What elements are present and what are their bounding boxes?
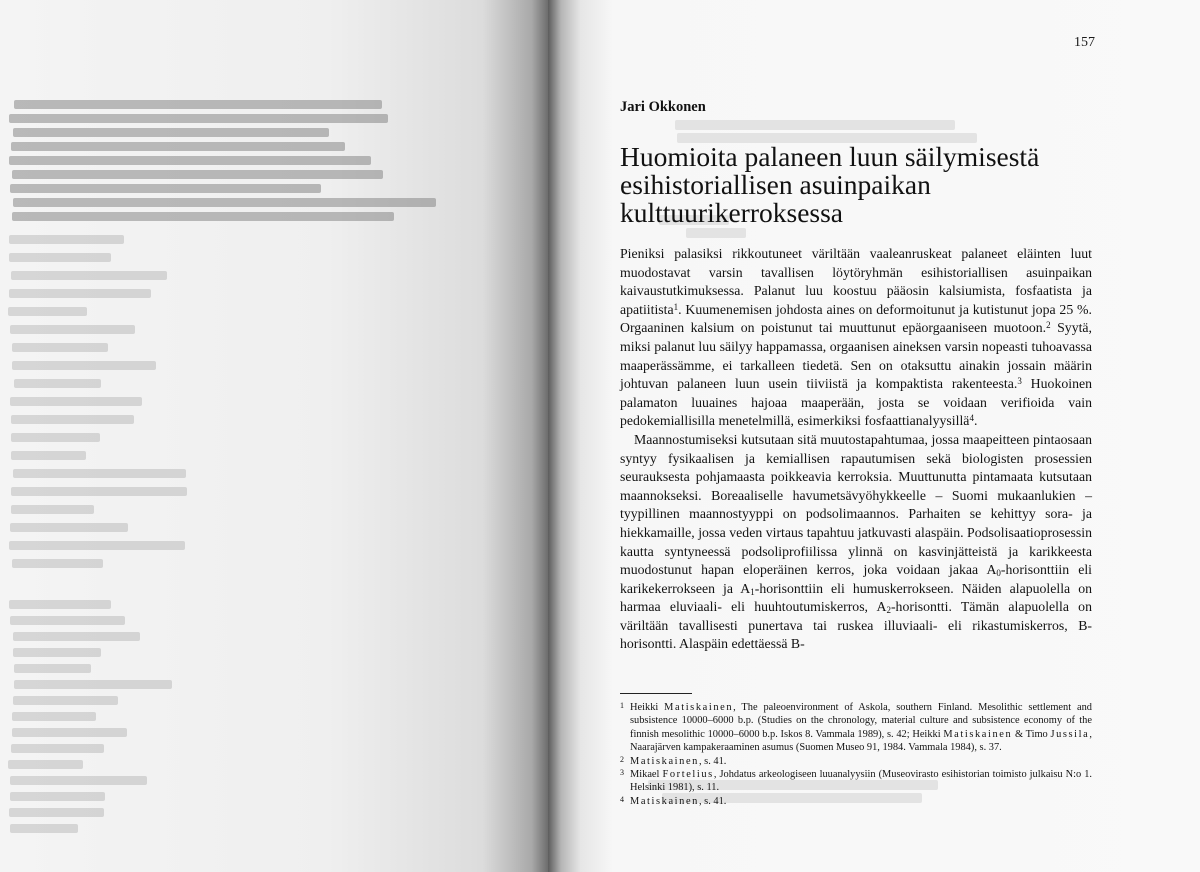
bleed-line — [10, 397, 142, 406]
bleed-line — [10, 184, 321, 193]
bleed-line — [11, 451, 87, 460]
bleed-line — [12, 559, 103, 568]
bleed-line — [11, 505, 94, 514]
bleed-line — [9, 808, 104, 817]
bleed-line — [11, 142, 345, 151]
bleed-line — [11, 433, 100, 442]
bleed-line — [13, 198, 436, 207]
author-name: Jari Okkonen — [620, 99, 706, 115]
bleed-line — [11, 744, 104, 753]
bleed-line — [10, 616, 125, 625]
bleed-line — [13, 632, 140, 641]
page-number: 157 — [1074, 35, 1095, 50]
bleed-line — [8, 760, 83, 769]
bleed-line — [10, 824, 78, 833]
bleed-line — [9, 156, 371, 165]
footnote-1: 1 Heikki Matiskainen, The paleoenvironment of Askola, southern Finland. Mesolithic settlement and subsistence 10000–6000 b.p. (Studies on the chronology, material culture and subsistence economy of the finnish mesolithic 10000–6000 b.p. Iskos 8. Vammala 1989), s. 42; Heikki Matiskainen & Timo Jussila, Naarajärven kampakeraaminen asumus (Suomen Museo 91, 1984. Vammala 1984), s. 37. — [620, 701, 1092, 754]
bleed-line — [9, 600, 111, 609]
bleed-line — [9, 235, 124, 244]
article-title: Huomioita palaneen luun säilymisestä esihistoriallisen asuinpaikan kulttuurikerroksessa — [620, 141, 1040, 228]
footnote-ref-4: 4 — [969, 413, 974, 424]
bleed-line — [10, 523, 129, 532]
bleed-line — [9, 541, 184, 550]
bleed-line — [14, 664, 91, 673]
footnote-ref-2: 2 — [1046, 320, 1051, 331]
article-body — [620, 245, 1092, 654]
footnote-3: 3 Mikael Fortelius, Johdatus arkeologiseen luuanalyysiin (Museovirasto esihistorian toimisto julkaisu N:o 1. Helsinki 1981), s. 11. — [620, 768, 1093, 794]
bleed-line — [10, 325, 135, 334]
footnotes — [620, 701, 1092, 808]
footnote-2: 2 Matiskainen, s. 41. — [620, 754, 727, 767]
bleed-line — [13, 648, 101, 657]
paragraph-2: Maannostumiseksi kutsutaan sitä muutostapahtumaa, jossa maapeitteen pintaosaan syntyy fysikaalisen ja kemiallisen rapautumisen sekä biologisten prosessien seurauksesta pohjamaasta poikkeavia kerroksia. Muuttunutta pintamaata kutsutaan maannokseksi. Boreaaliselle havumetsävyöhykkeelle – Suomi mukaanlukien – tyypillinen maannostyyppi on podsolimaannos. Parhaiten se kehittyy sora- ja hiekkamaille, jossa veden virtaus tapahtuu jatkuvasti alaspäin. Podsolisaatioprosessin kautta syntyneessä podsoliprofiilissa ylinnä on kasvinjätteistä ja karikkeesta muodostunut hapan eloperäinen kerros, joka voidaan jakaa $A_0$-horisonttiin eli karikekerrokseen ja $A_1$-horisonttiin eli humuskerrokseen. Näiden alapuolella on harmaa eluviaali- eli huuhtoutumiskerros, $A_2$-horisontti. Tämän alapuolella on väriltään tavallisesti punertava tai ruskea illuviaali- eli rikastumiskerros, B-horisontti. Alaspäin edettäessä B- — [620, 431, 1092, 652]
bleed-line — [10, 776, 147, 785]
bleed-line — [12, 343, 108, 352]
footnote-ref-1: 1 — [673, 301, 679, 312]
bleed-line — [13, 469, 186, 478]
bleed-line — [8, 307, 86, 316]
footnote-divider — [620, 693, 692, 694]
bleed-line — [9, 253, 110, 262]
bleed-line — [9, 114, 388, 123]
bleed-line — [14, 680, 173, 689]
bleed-line — [12, 170, 383, 179]
bleed-line — [9, 289, 151, 298]
bleed-line — [12, 361, 156, 370]
footnote-4: 4 Matiskainen, s. 41. — [620, 794, 727, 807]
bleed-line — [14, 379, 101, 388]
bleed-line — [11, 271, 167, 280]
bleed-line — [10, 792, 105, 801]
bleed-line — [12, 728, 127, 737]
bleed-line — [12, 712, 95, 721]
bleed-line — [11, 415, 135, 424]
bleed-line — [13, 128, 329, 137]
footnote-ref-3: 3 — [1017, 376, 1022, 387]
bleed-line — [14, 100, 383, 109]
show-through-text — [0, 0, 548, 872]
bleed-line — [12, 212, 395, 221]
paragraph-1: Pieniksi palasiksi rikkoutuneet väriltään vaaleanruskeat palaneet eläinten luut muodostavat varsin tavallisen löytöryhmän esihistoriallisen asuinpaikan kaivaustutkimuksessa. Palanut luu koostuu pääosin kalsiumista, fosfaatista ja apatiitista$^1$. Kuumenemisen johdosta aines on deformoitunut ja kutistunut jopa 25 %. Orgaaninen kalsium on poistunut tai muuttunut epäorgaaniseen muotoon.$^2$ Syytä, miksi palanut luu säilyy happamassa, orgaanisen aineksen varsin nopeasti tuhoavassa maaperässämme, ei tarkalleen tiedetä. Sen on otaksuttu ainakin jossain määrin johtuvan palaneen luun usein tiiviistä ja kompaktista rakenteesta.$^3$ Huokoinen palamaton luuaines hajoaa maaperään, josta se voidaan verifioida vain pedokemiallisilla menetelmillä, esimerkiksi fosfaattianalyysillä$^4$. — [620, 246, 1092, 429]
left-page-verso — [0, 0, 548, 872]
bleed-line — [13, 696, 118, 705]
bleed-line — [11, 487, 188, 496]
